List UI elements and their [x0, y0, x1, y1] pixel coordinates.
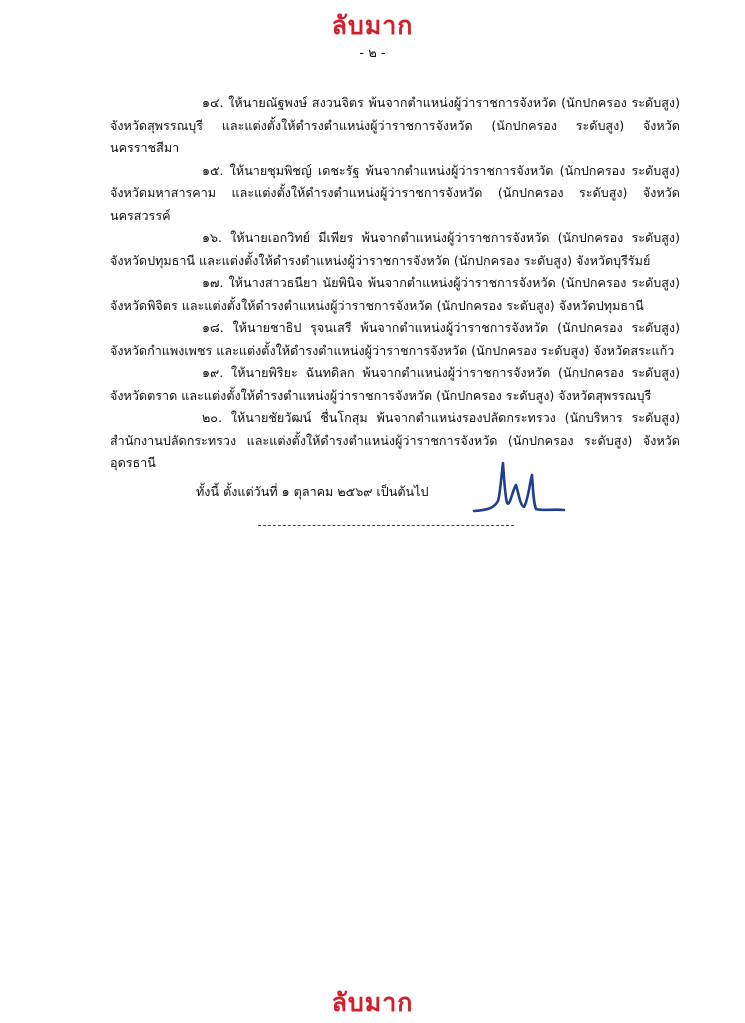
item-text: ให้นายพิริยะ ฉันทดิลก พ้นจากตำแหน่งผู้ว่าราชการจังหวัด (นักปกครอง ระดับสูง) จังหวัดตราด และแต่งตั้งให้ดำรงตำแหน่งผู้ว่าราชการจังหวัด (นักปกครอง ระดับสูง) จังหวัดสุพรรณบุรี [110, 365, 680, 403]
item-number: ๑๔. [202, 95, 224, 110]
appointment-item [110, 317, 680, 362]
item-text: ให้นายชุมพิชญ์ เดชะรัฐ พ้นจากตำแหน่งผู้ว่าราชการจังหวัด (นักปกครอง ระดับสูง) จังหวัดมหาสารคาม และแต่งตั้งให้ดำรงตำแหน่งผู้ว่าราชการจังหวัด (นักปกครอง ระดับสูง) จังหวัดนครสวรรค์ [110, 162, 680, 223]
signature-stroke [474, 463, 564, 511]
page-number: - ๒ - [359, 46, 386, 61]
classification-header: ลับมาก [331, 11, 414, 40]
signature [470, 455, 570, 519]
appointment-item [110, 92, 680, 160]
item-text: ให้นายณัฐพงษ์ สงวนจิตร พ้นจากตำแหน่งผู้ว่าราชการจังหวัด (นักปกครอง ระดับสูง) จังหวัดสุพรรณบุรี และแต่งตั้งให้ดำรงตำแหน่งผู้ว่าราชการจังหวัด (นักปกครอง ระดับสูง) จังหวัดนครราชสีมา [110, 95, 680, 155]
item-number: ๑๖. [202, 230, 222, 245]
item-text: ให้นางสาวธนียา นัยพินิจ พ้นจากตำแหน่งผู้ว่าราชการจังหวัด (นักปกครอง ระดับสูง) จังหวัดพิจิตร และแต่งตั้งให้ดำรงตำแหน่งผู้ว่าราชการจังหวัด (นักปกครอง ระดับสูง) จังหวัดปทุมธานี [110, 275, 680, 313]
item-number: ๑๕. [202, 162, 224, 178]
classification-footer: ลับมาก [331, 988, 414, 1017]
appointment-item [110, 227, 680, 272]
item-number: ๑๙. [202, 365, 224, 380]
dashed-divider [258, 525, 514, 526]
appointment-list [110, 92, 680, 475]
item-text: ให้นายชาธิป รุจนเสรี พ้นจากตำแหน่งผู้ว่าราชการจังหวัด (นักปกครอง ระดับสูง) จังหวัดกำแพงเพชร และแต่งตั้งให้ดำรงตำแหน่งผู้ว่าราชการจังหวัด (นักปกครอง ระดับสูง) จังหวัดสระแก้ว [110, 320, 680, 358]
item-text: ให้นายชัยวัฒน์ ชื่นโกสุม พ้นจากตำแหน่งรองปลัดกระทรวง (นักบริหาร ระดับสูง) สำนักงานปลัดกระทรวง และแต่งตั้งให้ดำรงตำแหน่งผู้ว่าราชการจังหวัด (นักปกครอง ระดับสูง) จังหวัดอุดรธานี [110, 410, 680, 470]
appointment-item [110, 407, 680, 475]
item-text: ให้นายเอกวิทย์ มีเพียร พ้นจากตำแหน่งผู้ว่าราชการจังหวัด (นักปกครอง ระดับสูง) จังหวัดปทุมธานี และแต่งตั้งให้ดำรงตำแหน่งผู้ว่าราชการจังหวัด (นักปกครอง ระดับสูง) จังหวัดบุรีรัมย์ [110, 230, 680, 268]
effective-date-statement: ทั้งนี้ ตั้งแต่วันที่ ๑ ตุลาคม ๒๕๖๙ เป็นต้นไป [196, 484, 429, 499]
item-number: ๑๘. [202, 320, 224, 335]
appointment-item [110, 272, 680, 317]
appointment-item [110, 362, 680, 407]
item-number: ๒๐. [202, 410, 222, 425]
item-number: ๑๗. [202, 275, 224, 290]
appointment-item [110, 160, 680, 228]
